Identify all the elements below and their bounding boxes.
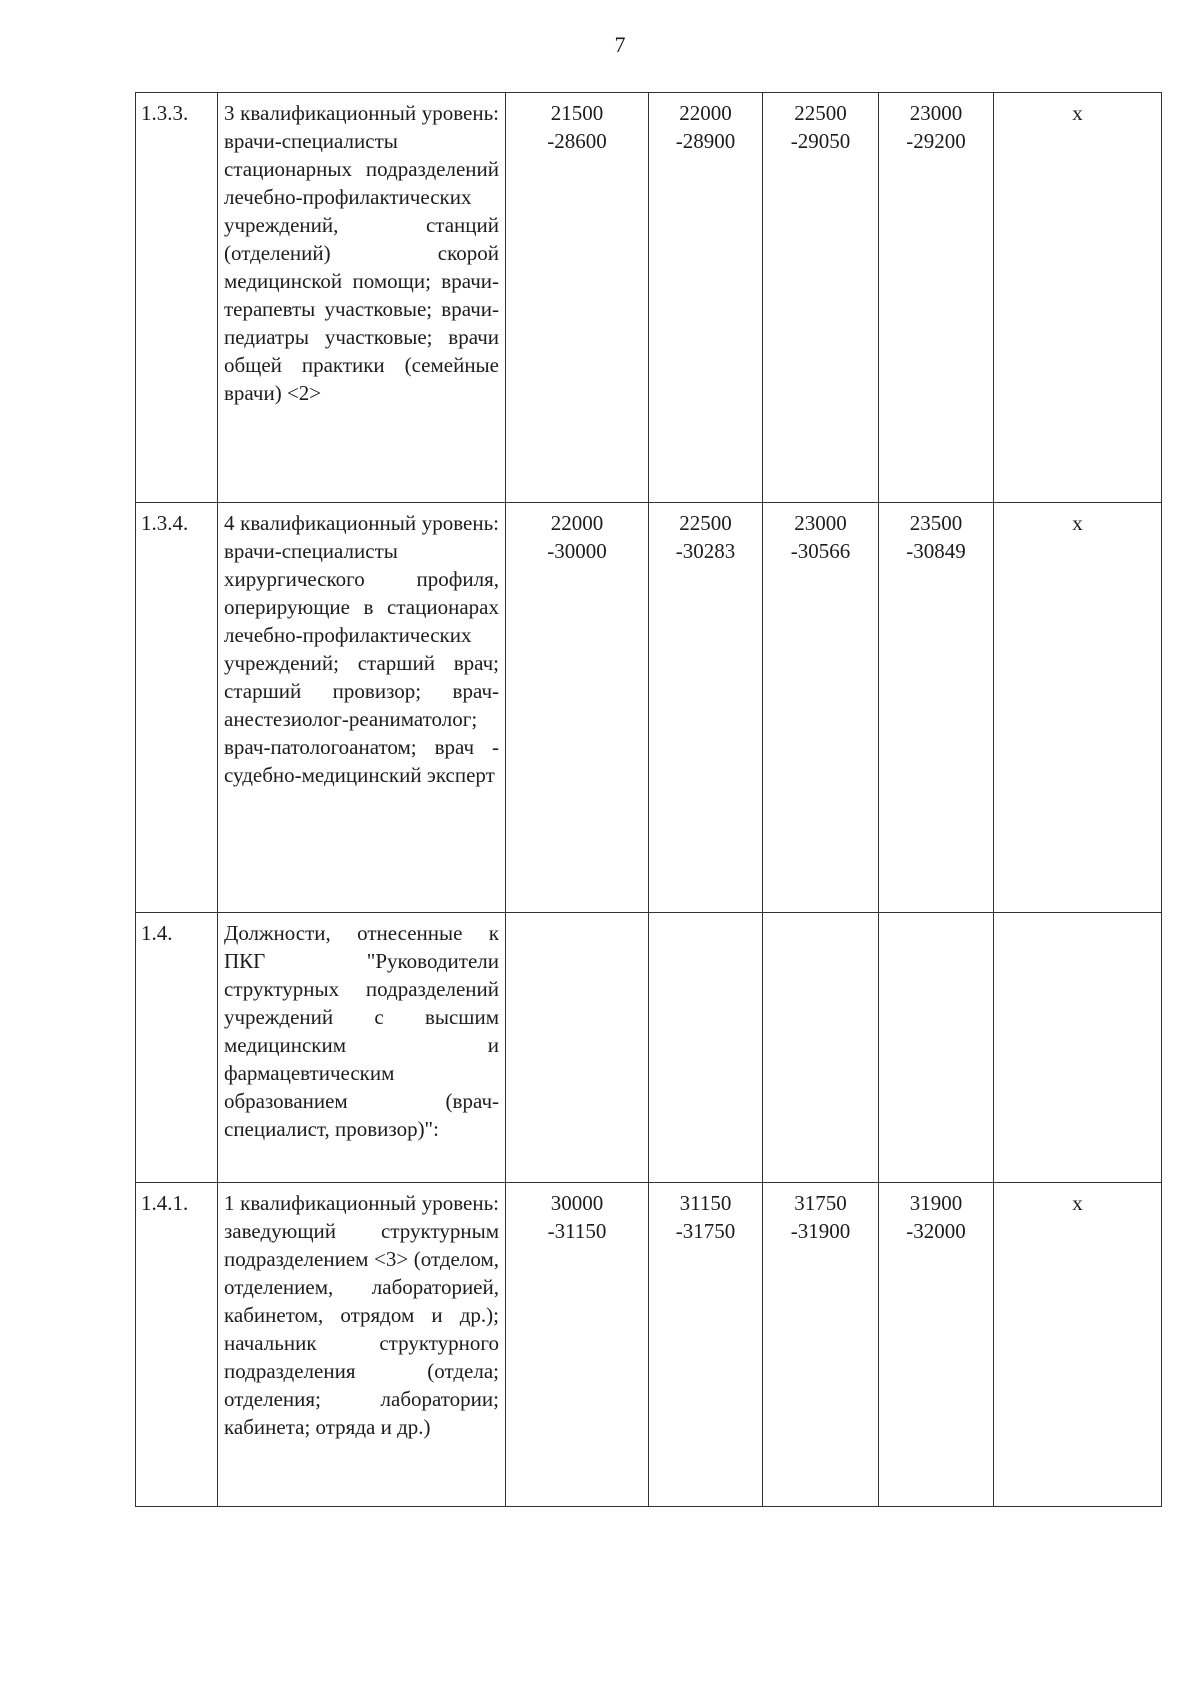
salary-table [135,92,1162,1507]
range-to: -30000 [547,539,607,563]
not-applicable-mark: х [994,93,1162,503]
table-row [136,913,1162,1183]
salary-range [649,93,763,503]
table-row [136,1183,1162,1507]
range-from: 22000 [679,101,732,125]
salary-range [506,93,649,503]
salary-range [879,1183,994,1507]
salary-range [506,913,649,1183]
salary-range [763,503,879,913]
range-to: -29200 [906,129,966,153]
row-number: 1.3.3. [136,93,218,503]
salary-range [763,913,879,1183]
table-row [136,503,1162,913]
row-number: 1.3.4. [136,503,218,913]
range-from: 23000 [909,101,963,125]
salary-range [649,1183,763,1507]
salary-range [506,503,649,913]
range-from: 22000 [550,511,604,535]
salary-range [879,913,994,1183]
salary-range [649,913,763,1183]
salary-range [649,503,763,913]
not-applicable-mark [994,913,1162,1183]
position-description: 1 квалификационный уровень: заведующий структурным подразделением <3> (отделом, отделением, лабораторией, кабинетом, отрядом и др.); начальник структурного подразделения (отдела; отделения; лаборатории; кабинета; отряда и др.) [218,1183,506,1507]
row-number: 1.4. [136,913,218,1183]
not-applicable-mark: х [994,1183,1162,1507]
range-to: -28600 [547,129,607,153]
group-heading-description: Должности, отнесенные к ПКГ "Руководители структурных подразделений учреждений с высшим медицинским и фармацевтическим образованием (врач-специалист, провизор)": [218,913,506,1183]
range-to: -30566 [790,539,851,563]
page-number: 7 [614,32,626,57]
salary-range [879,503,994,913]
range-to: -30283 [675,539,736,563]
range-from: 31150 [679,1191,732,1215]
salary-range [506,1183,649,1507]
range-from: 22500 [679,511,732,535]
salary-range [879,93,994,503]
range-to: -30849 [906,539,966,563]
table-row [136,93,1162,503]
salary-range [763,93,879,503]
range-from: 31750 [794,1191,847,1215]
not-applicable-mark: х [994,503,1162,913]
range-from: 22500 [794,101,847,125]
range-from: 21500 [550,101,604,125]
range-from: 30000 [550,1191,604,1215]
range-from: 31900 [909,1191,963,1215]
range-to: -29050 [790,129,851,153]
salary-range [763,1183,879,1507]
range-to: -28900 [675,129,736,153]
position-description: 3 квалификационный уровень: врачи-специалисты стационарных подразделений лечебно-профилактических учреждений, станций (отделений) скорой медицинской помощи; врачи-терапевты участковые; врачи-педиатры участковые; врачи общей практики (семейные врачи) <2> [218,93,506,503]
range-to: -31900 [790,1219,851,1243]
position-description: 4 квалификационный уровень: врачи-специалисты хирургического профиля, оперирующие в стационарах лечебно-профилактических учреждений; старший врач; старший провизор; врач-анестезиолог-реаниматолог; врач-патологоанатом; врач - судебно-медицинский эксперт [218,503,506,913]
range-to: -31750 [675,1219,736,1243]
range-to: -31150 [547,1219,607,1243]
range-to: -32000 [906,1219,966,1243]
range-from: 23500 [909,511,963,535]
row-number: 1.4.1. [136,1183,218,1507]
range-from: 23000 [794,511,847,535]
